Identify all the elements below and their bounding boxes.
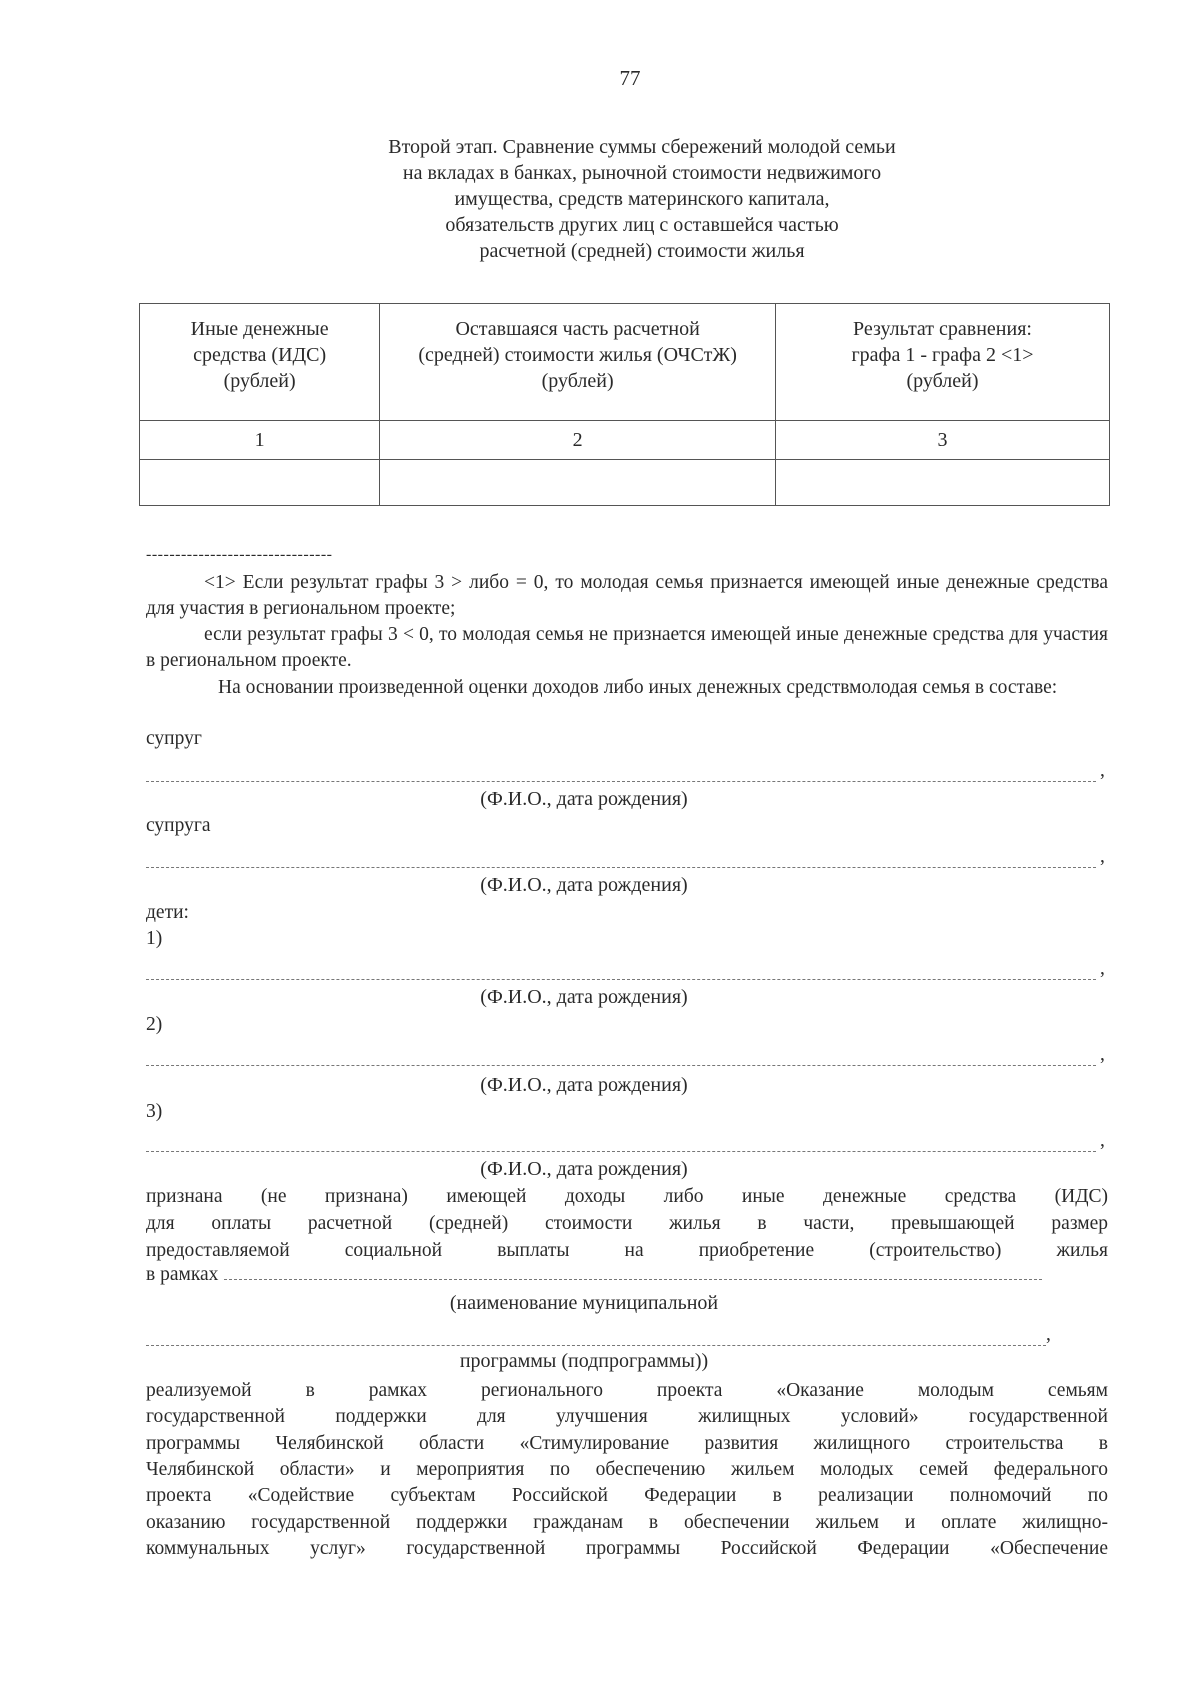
final-line-4: Челябинской области» и мероприятия по обеспечению жильем молодых семей федерального [146,1459,1108,1480]
fio-caption: (Ф.И.О., дата рождения) [480,1158,688,1180]
fill-line-program [146,1345,1046,1346]
label-wife: супруга [146,815,211,836]
intro-paragraph: На основании произведенной оценки доходов либо иных денежных средствмолодая семья в составе: [218,677,1058,698]
footnote-2: если результат графы 3 < 0, то молодая семья не признается имеющей иные денежные средства для участия в региональном проекте. [146,624,1108,671]
header-line: Оставшаяся часть расчетной [455,318,700,340]
header-cell-ochstzh [380,304,776,421]
title-line: Второй этап. Сравнение суммы сбережений молодой семьи [388,136,896,158]
fill-line-wife [146,867,1096,868]
final-line-1: реализуемой в рамках регионального проекта «Оказание молодым семьям [146,1380,1108,1401]
recognized-line-3: предоставляемой социальной выплаты на приобретение (строительство) жилья [146,1240,1108,1261]
value-cell [380,460,776,506]
in-frame-label: в рамках [146,1264,219,1285]
fio-caption: (Ф.И.О., дата рождения) [480,788,688,810]
header-line: Иные денежные [190,318,329,340]
comma: , [1100,1044,1105,1065]
fill-line-child-1 [146,979,1096,980]
column-number-cell: 2 [380,421,776,460]
in-frame-row [146,1264,1042,1286]
program-caption: программы (подпрограммы)) [459,1350,709,1372]
fill-line-child-3 [146,1151,1096,1152]
final-line-6: оказанию государственной поддержки гражданам в обеспечении жильем и оплате жилищно- [146,1512,1108,1533]
footnote-1: <1> Если результат графы 3 > либо = 0, то молодая семья признается имеющей иные денежные средства для участия в региональном проекте; [146,572,1108,619]
final-line-7: коммунальных услуг» государственной программы Российской Федерации «Обеспечение [146,1538,1108,1559]
header-cell-result [776,304,1110,421]
section-title [262,134,1022,264]
title-line: имущества, средств материнского капитала, [454,188,830,210]
header-line: (рублей) [541,370,614,392]
label-child-1: 1) [146,928,163,949]
column-number-cell: 1 [140,421,380,460]
label-children: дети: [146,902,189,923]
value-cell [776,460,1110,506]
header-line: (рублей) [223,370,296,392]
comma: , [1046,1324,1051,1345]
recognized-line-2: для оплаты расчетной (средней) стоимости жилья в части, превышающей размер [146,1213,1108,1234]
comma: , [1100,1130,1105,1151]
header-line: графа 1 - графа 2 <1> [851,344,1034,366]
municipal-fill-line [224,1279,1042,1280]
label-husband: супруг [146,728,202,749]
empty-value-row [140,460,1110,506]
fio-caption: (Ф.И.О., дата рождения) [480,874,688,896]
fill-line-child-2 [146,1065,1096,1066]
footnote-rule: -------------------------------- [146,546,333,563]
header-line: Результат сравнения: [853,318,1032,340]
title-line: расчетной (средней) стоимости жилья [479,240,805,262]
table-header-row [140,304,1110,421]
recognized-line-1: признана (не признана) имеющей доходы либо иные денежные средства (ИДС) [146,1186,1108,1207]
fill-line-husband [146,781,1096,782]
header-line: средства (ИДС) [193,344,327,366]
comma: , [1100,846,1105,867]
header-cell-ids [140,304,380,421]
comparison-table [139,303,1110,506]
fio-caption: (Ф.И.О., дата рождения) [480,986,688,1008]
label-child-2: 2) [146,1014,163,1035]
fio-caption: (Ф.И.О., дата рождения) [480,1074,688,1096]
title-line: на вкладах в банках, рыночной стоимости недвижимого [402,162,882,184]
comma: , [1100,958,1105,979]
comma: , [1100,760,1105,781]
municipal-caption: (наименование муниципальной [449,1292,719,1314]
final-line-3: программы Челябинской области «Стимулирование развития жилищного строительства в [146,1433,1108,1454]
column-number-cell: 3 [776,421,1110,460]
page-number: 77 [619,66,641,90]
value-cell [140,460,380,506]
final-line-2: государственной поддержки для улучшения жилищных условий» государственной [146,1406,1108,1427]
label-child-3: 3) [146,1101,163,1122]
header-line: (средней) стоимости жилья (ОЧСтЖ) [418,344,737,366]
header-line: (рублей) [906,370,979,392]
final-line-5: проекта «Содействие субъектам Российской Федерации в реализации полномочий по [146,1485,1108,1506]
title-line: обязательств других лиц с оставшейся частью [445,214,839,236]
column-number-row [140,421,1110,460]
